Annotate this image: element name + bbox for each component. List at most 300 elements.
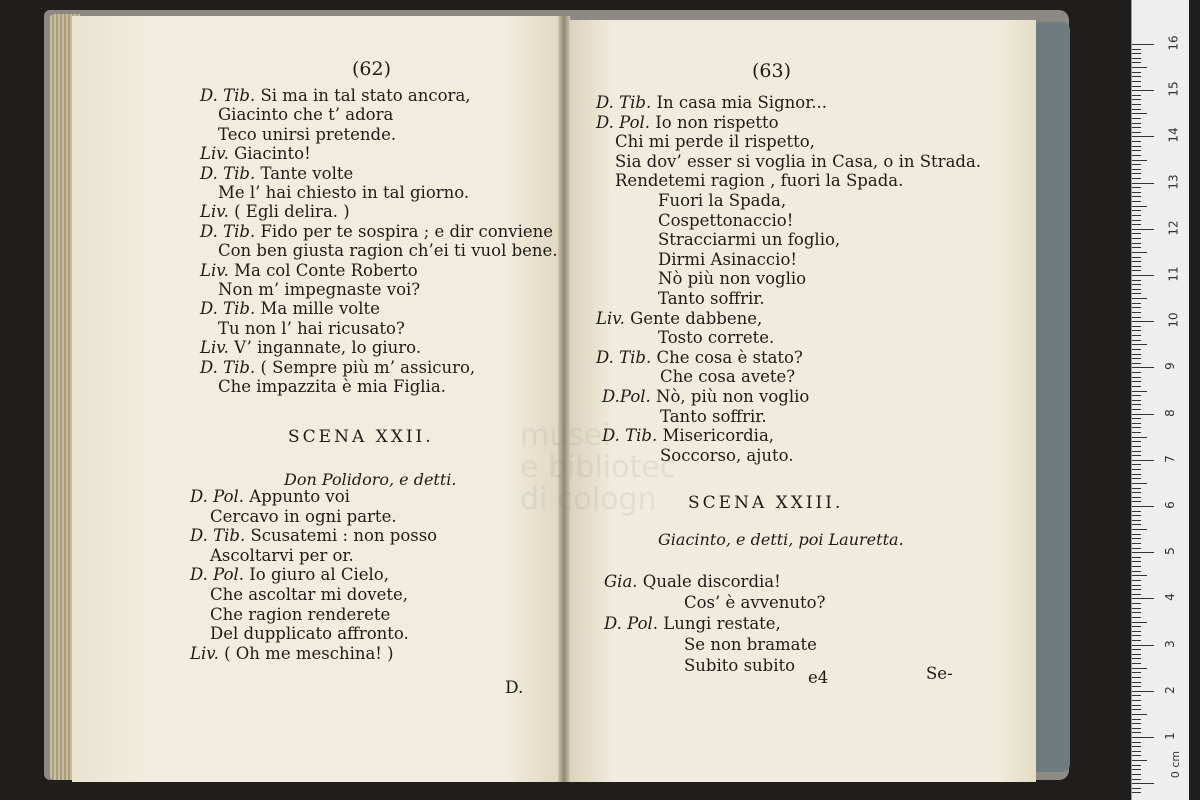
ruler-tick — [1132, 395, 1141, 396]
ruler-tick — [1132, 372, 1141, 373]
ruler-tick — [1132, 418, 1141, 419]
line-text: Cospettonaccio! — [658, 210, 794, 230]
line-text: Rendetemi ragion , fuori la Spada. — [615, 171, 904, 191]
watermark-line: di cologn — [520, 482, 657, 517]
dialogue-line — [200, 299, 380, 319]
ruler-tick — [1132, 196, 1141, 197]
dialogue-line — [615, 152, 981, 172]
ruler-tick — [1132, 548, 1141, 549]
ruler-tick — [1132, 705, 1141, 706]
dialogue-line — [615, 171, 903, 191]
ruler-number: 12 — [1166, 220, 1181, 236]
ruler-number: 7 — [1162, 454, 1177, 463]
ruler-tick — [1132, 534, 1141, 535]
ruler-tick — [1132, 76, 1141, 77]
dialogue-line — [200, 338, 421, 358]
line-text: Misericordia, — [657, 426, 775, 446]
dialogue-line — [210, 546, 354, 566]
measuring-ruler — [1131, 0, 1189, 800]
ruler-tick — [1132, 404, 1141, 405]
ruler-tick — [1132, 506, 1154, 507]
ruler-tick — [1132, 492, 1141, 493]
ruler-tick — [1132, 520, 1141, 521]
ruler-tick — [1132, 557, 1141, 558]
ruler-tick — [1132, 150, 1141, 151]
speaker-name: D. Tib. — [200, 221, 256, 241]
line-text: Giacinto! — [228, 144, 311, 164]
ruler-tick — [1132, 192, 1141, 193]
ruler-tick — [1132, 62, 1141, 63]
ruler-tick — [1132, 737, 1154, 738]
dialogue-line — [615, 132, 815, 152]
speaker-name: Liv. — [596, 308, 625, 328]
ruler-tick — [1132, 118, 1141, 119]
ruler-tick — [1132, 617, 1141, 618]
ruler-tick — [1132, 668, 1147, 669]
ruler-tick — [1132, 220, 1141, 221]
ruler-tick — [1132, 695, 1141, 696]
ruler-tick — [1132, 700, 1141, 701]
ruler-tick — [1132, 164, 1141, 165]
dialogue-line — [658, 250, 797, 270]
ruler-tick — [1132, 173, 1141, 174]
dialogue-line — [596, 93, 827, 113]
ruler-tick — [1132, 409, 1141, 410]
ruler-tick — [1132, 432, 1141, 433]
ruler-tick — [1132, 303, 1141, 304]
ruler-tick — [1132, 386, 1141, 387]
ruler-number: 5 — [1162, 547, 1177, 556]
ruler-tick — [1132, 400, 1141, 401]
ruler-tick — [1132, 391, 1147, 392]
dialogue-line — [596, 348, 803, 368]
ruler-number: 10 — [1166, 312, 1181, 328]
speaker-name: D. Tib. — [190, 526, 246, 546]
ruler-tick — [1132, 326, 1141, 327]
ruler-tick — [1132, 742, 1141, 743]
speaker-name: D. Pol. — [604, 614, 659, 633]
ruler-tick — [1132, 349, 1141, 350]
ruler-tick — [1132, 367, 1154, 368]
ruler-tick — [1132, 603, 1141, 604]
stage-direction-left: Don Polidoro, e detti. — [284, 470, 457, 489]
ruler-tick — [1132, 511, 1141, 512]
ruler-tick — [1132, 783, 1154, 784]
ruler-tick — [1132, 330, 1141, 331]
ruler-tick — [1132, 640, 1141, 641]
speaker-name: Gia. — [604, 572, 638, 591]
line-text: Lungi restate, — [658, 614, 781, 633]
dialogue-line — [658, 289, 765, 309]
ruler-tick — [1132, 709, 1141, 710]
dialogue-line — [604, 572, 781, 592]
ruler-tick — [1132, 792, 1141, 793]
ruler-tick — [1132, 67, 1147, 68]
dialogue-line — [658, 191, 786, 211]
speaker-name: D. Tib. — [200, 299, 256, 319]
ruler-number: 13 — [1166, 173, 1181, 190]
line-text: Non m’ impegnaste voi? — [218, 280, 421, 299]
scene-title-left: SCENA XXII. — [288, 427, 434, 447]
line-text: Fuori la Spada, — [658, 191, 787, 210]
ruler-tick — [1132, 243, 1141, 244]
ruler-tick — [1132, 631, 1141, 632]
ruler-tick — [1132, 746, 1141, 747]
line-text: Tu non l’ hai ricusato? — [218, 318, 405, 338]
line-text: Con ben giusta ragion ch’ei ti vuol bene. — [218, 241, 558, 261]
ruler-tick — [1132, 663, 1141, 664]
ruler-tick — [1132, 497, 1141, 498]
line-text: In casa mia Signor... — [651, 93, 828, 112]
dialogue-line — [200, 164, 353, 184]
ruler-tick — [1132, 719, 1141, 720]
ruler-tick — [1132, 589, 1141, 590]
ruler-tick — [1132, 580, 1141, 581]
ruler-tick — [1132, 49, 1141, 50]
ruler-tick — [1132, 146, 1141, 147]
ruler-number: 11 — [1166, 266, 1181, 282]
ruler-tick — [1132, 483, 1147, 484]
ruler-number: 15 — [1166, 81, 1181, 97]
ruler-tick — [1132, 622, 1147, 623]
ruler-tick — [1132, 270, 1141, 271]
speaker-name: D. Tib. — [602, 426, 658, 446]
speaker-name: D. Tib. — [596, 93, 652, 112]
ruler-tick — [1132, 594, 1141, 595]
dialogue-line — [658, 211, 793, 231]
ruler-tick — [1132, 423, 1141, 424]
ruler-tick — [1132, 86, 1141, 87]
ruler-tick — [1132, 224, 1141, 225]
speaker-name: D. Tib. — [200, 86, 256, 105]
ruler-tick — [1132, 289, 1141, 290]
ruler-tick — [1132, 178, 1141, 179]
line-text: Cercavo in ogni parte. — [210, 506, 397, 526]
dialogue-line — [200, 222, 553, 242]
ruler-tick — [1132, 266, 1141, 267]
ruler-tick — [1132, 543, 1141, 544]
ruler-tick — [1132, 215, 1141, 216]
ruler-tick — [1132, 460, 1154, 461]
ruler-tick — [1132, 183, 1154, 184]
dialogue-line — [218, 125, 396, 145]
dialogue-line — [210, 624, 409, 644]
ruler-tick — [1132, 464, 1141, 465]
line-text: Cos’ è avvenuto? — [684, 593, 826, 612]
line-text: Teco unirsi pretende. — [218, 124, 397, 144]
line-text: Che impazzita è mia Figlia. — [218, 377, 446, 396]
ruler-tick — [1132, 261, 1141, 262]
dialogue-line — [658, 269, 806, 289]
dialogue-line — [684, 635, 817, 655]
dialogue-line — [596, 309, 762, 329]
line-text: Ascoltarvi per or. — [210, 545, 354, 565]
dialogue-line — [218, 105, 393, 125]
dialogue-line — [200, 86, 471, 106]
ruler-tick — [1132, 723, 1141, 724]
ruler-tick — [1132, 127, 1141, 128]
speaker-name: D. Pol. — [596, 112, 651, 132]
ruler-tick — [1132, 441, 1141, 442]
dialogue-line — [602, 426, 774, 446]
dialogue-line — [684, 593, 825, 613]
dialogue-line — [660, 407, 767, 427]
ruler-tick — [1132, 478, 1141, 479]
line-text: ( Sempre più m’ assicuro, — [255, 357, 476, 377]
ruler-tick — [1132, 765, 1141, 766]
ruler-tick — [1132, 99, 1141, 100]
line-text: Tanto soffrir. — [658, 289, 765, 308]
ruler-tick — [1132, 307, 1141, 308]
ruler-tick — [1132, 72, 1141, 73]
ruler-tick — [1132, 160, 1147, 161]
dialogue-line — [658, 328, 774, 348]
ruler-tick — [1132, 113, 1147, 114]
ruler-tick — [1132, 317, 1141, 318]
speaker-name: D. Tib. — [200, 357, 256, 377]
ruler-tick — [1132, 672, 1141, 673]
ruler-tick — [1132, 109, 1141, 110]
ruler-tick — [1132, 714, 1147, 715]
line-text: Quale discordia! — [637, 572, 781, 591]
ruler-tick — [1132, 81, 1141, 82]
line-text: Io giuro al Cielo, — [244, 565, 389, 585]
ruler-tick — [1132, 53, 1141, 54]
ruler-tick — [1132, 769, 1141, 770]
ruler-tick — [1132, 340, 1141, 341]
ruler-tick — [1132, 298, 1147, 299]
ruler-number: 3 — [1162, 639, 1177, 648]
dialogue-line — [210, 585, 408, 605]
ruler-tick — [1132, 206, 1147, 207]
ruler-tick — [1132, 187, 1141, 188]
ruler-tick — [1132, 691, 1154, 692]
ruler-tick — [1132, 446, 1141, 447]
ruler-tick — [1132, 104, 1141, 105]
ruler-tick — [1132, 686, 1141, 687]
speaker-name: Liv. — [200, 338, 229, 358]
dialogue-line — [190, 644, 394, 664]
ruler-tick — [1132, 437, 1147, 438]
dialogue-line — [200, 144, 311, 164]
dialogue-line — [200, 261, 418, 281]
ruler-tick — [1132, 312, 1141, 313]
line-text: Ma mille volte — [255, 299, 380, 319]
line-text: Si ma in tal stato ancora, — [255, 86, 471, 105]
ruler-tick — [1132, 774, 1141, 775]
ruler-tick — [1132, 469, 1141, 470]
ruler-tick — [1132, 155, 1141, 156]
speaker-name: D.Pol. — [602, 387, 651, 406]
ruler-tick — [1132, 474, 1141, 475]
ruler-tick — [1132, 635, 1141, 636]
ruler-tick — [1132, 658, 1141, 659]
dialogue-line — [660, 446, 794, 466]
ruler-tick — [1132, 344, 1147, 345]
dialogue-line — [218, 241, 558, 261]
ruler-tick — [1132, 247, 1141, 248]
ruler-tick — [1132, 414, 1154, 415]
ruler-tick — [1132, 252, 1147, 253]
ruler-tick — [1132, 358, 1141, 359]
ruler-number: 14 — [1166, 127, 1181, 144]
ruler-tick — [1132, 598, 1154, 599]
ruler-tick — [1132, 779, 1141, 780]
speaker-name: D. Tib. — [200, 163, 256, 183]
ruler-tick — [1132, 751, 1141, 752]
dialogue-line — [190, 565, 389, 585]
line-text: Nò più non voglio — [658, 269, 807, 289]
ruler-tick — [1132, 123, 1141, 124]
ruler-tick — [1132, 682, 1141, 683]
ruler-tick — [1132, 760, 1147, 761]
line-text: Del dupplicato affronto. — [210, 624, 409, 644]
line-text: Chi mi perde il rispetto, — [615, 132, 815, 152]
ruler-tick — [1132, 257, 1141, 258]
speaker-name: Liv. — [190, 643, 219, 663]
ruler-tick — [1132, 238, 1141, 239]
ruler-tick — [1132, 280, 1141, 281]
ruler-number: 8 — [1162, 408, 1177, 417]
ruler-number: 4 — [1162, 593, 1177, 602]
ruler-tick — [1132, 90, 1154, 91]
ruler-tick — [1132, 788, 1141, 789]
dialogue-line — [660, 367, 795, 387]
ruler-tick — [1132, 381, 1141, 382]
ruler-number: 2 — [1162, 685, 1177, 694]
ruler-tick — [1132, 755, 1141, 756]
dialogue-line — [218, 377, 446, 397]
line-text: Io non rispetto — [650, 112, 779, 132]
ruler-tick — [1132, 335, 1141, 336]
line-text: Dirmi Asinaccio! — [658, 249, 798, 269]
line-text: ( Oh me meschina! ) — [218, 643, 394, 663]
dialogue-line — [218, 319, 405, 339]
ruler-tick — [1132, 488, 1141, 489]
line-text: Sia dov’ esser si voglia in Casa, o in Strada. — [615, 151, 982, 171]
ruler-tick — [1132, 210, 1141, 211]
dialogue-line — [190, 487, 350, 507]
speaker-name: Liv. — [200, 260, 229, 280]
ruler-tick — [1132, 201, 1141, 202]
ruler-tick — [1132, 566, 1141, 567]
line-text: Nò, più non voglio — [650, 387, 810, 406]
dialogue-line — [602, 387, 809, 407]
dialogue-line — [200, 358, 475, 378]
speaker-name: D. Tib. — [596, 347, 652, 367]
dialogue-line — [210, 605, 390, 625]
dialogue-line — [218, 280, 420, 300]
line-text: V’ ingannate, lo giuro. — [228, 338, 422, 358]
dialogue-line — [604, 614, 781, 634]
ruler-number: 16 — [1166, 35, 1181, 51]
dialogue-line — [218, 183, 469, 203]
dialogue-line — [200, 202, 350, 222]
line-text: ( Egli delira. ) — [228, 202, 350, 222]
ruler-tick — [1132, 612, 1141, 613]
line-text: Ma col Conte Roberto — [228, 260, 418, 280]
ruler-tick — [1132, 677, 1141, 678]
ruler-tick — [1132, 585, 1141, 586]
line-text: Appunto voi — [244, 487, 350, 506]
dialogue-line — [190, 526, 437, 546]
ruler-tick — [1132, 141, 1141, 142]
line-text: Scusatemi : non posso — [245, 526, 438, 546]
ruler-tick — [1132, 654, 1141, 655]
line-text: Se non bramate — [684, 635, 817, 654]
page-number-left: (62) — [352, 58, 392, 80]
book-cover-right-edge — [1030, 22, 1070, 772]
ruler-tick — [1132, 571, 1141, 572]
line-text: Stracciarmi un foglio, — [658, 230, 841, 250]
ruler-tick — [1132, 95, 1141, 96]
line-text: Giacinto che t’ adora — [218, 105, 394, 125]
signature-mark: e4 — [808, 668, 829, 687]
ruler-tick — [1132, 169, 1141, 170]
dialogue-line — [684, 656, 795, 676]
ruler-tick — [1132, 275, 1154, 276]
ruler-tick — [1132, 321, 1154, 322]
ruler-tick — [1132, 427, 1141, 428]
line-text: Che cosa è stato? — [651, 347, 803, 367]
ruler-tick — [1132, 363, 1141, 364]
stage-direction-right: Giacinto, e detti, poi Lauretta. — [658, 530, 904, 549]
ruler-tick — [1132, 284, 1141, 285]
ruler-tick — [1132, 44, 1154, 45]
line-text: Soccorso, ajuto. — [660, 445, 794, 465]
ruler-tick — [1132, 575, 1147, 576]
dialogue-line — [658, 230, 840, 250]
ruler-tick — [1132, 626, 1141, 627]
scene-title-right: SCENA XXIII. — [688, 493, 844, 513]
ruler-tick — [1132, 561, 1141, 562]
dialogue-line — [596, 113, 779, 133]
ruler-tick — [1132, 538, 1141, 539]
ruler-tick — [1132, 515, 1141, 516]
line-text: Fido per te sospira ; e dir conviene — [255, 221, 554, 241]
ruler-tick — [1132, 455, 1141, 456]
ruler-unit-label: 0 cm — [1169, 750, 1183, 779]
ruler-tick — [1132, 732, 1141, 733]
line-text: Subito subito — [684, 656, 796, 675]
speaker-name: Liv. — [200, 202, 229, 222]
line-text: Me l’ hai chiesto in tal giorno. — [218, 183, 470, 202]
ruler-tick — [1132, 136, 1154, 137]
ruler-tick — [1132, 451, 1141, 452]
speaker-name: D. Pol. — [190, 565, 245, 585]
book-gutter — [558, 16, 570, 782]
page-number-right: (63) — [752, 60, 792, 82]
line-text: Che ascoltar mi dovete, — [210, 585, 409, 604]
watermark-line: musei — [520, 418, 611, 453]
ruler-tick — [1132, 132, 1141, 133]
ruler-number: 6 — [1162, 501, 1177, 509]
ruler-tick — [1132, 229, 1154, 230]
line-text: Che ragion renderete — [210, 604, 391, 624]
speaker-name: Liv. — [200, 144, 229, 164]
ruler-tick — [1132, 552, 1154, 553]
ruler-tick — [1132, 524, 1141, 525]
dialogue-line — [210, 507, 397, 527]
watermark-line: e bibliotec — [520, 450, 677, 485]
line-text: Tanto soffrir. — [660, 406, 767, 426]
ruler-tick — [1132, 354, 1141, 355]
ruler-tick — [1132, 529, 1147, 530]
catchword-left: D. — [505, 678, 524, 698]
ruler-tick — [1132, 377, 1141, 378]
line-text: Gente dabbene, — [624, 308, 763, 328]
line-text: Tante volte — [255, 163, 354, 183]
